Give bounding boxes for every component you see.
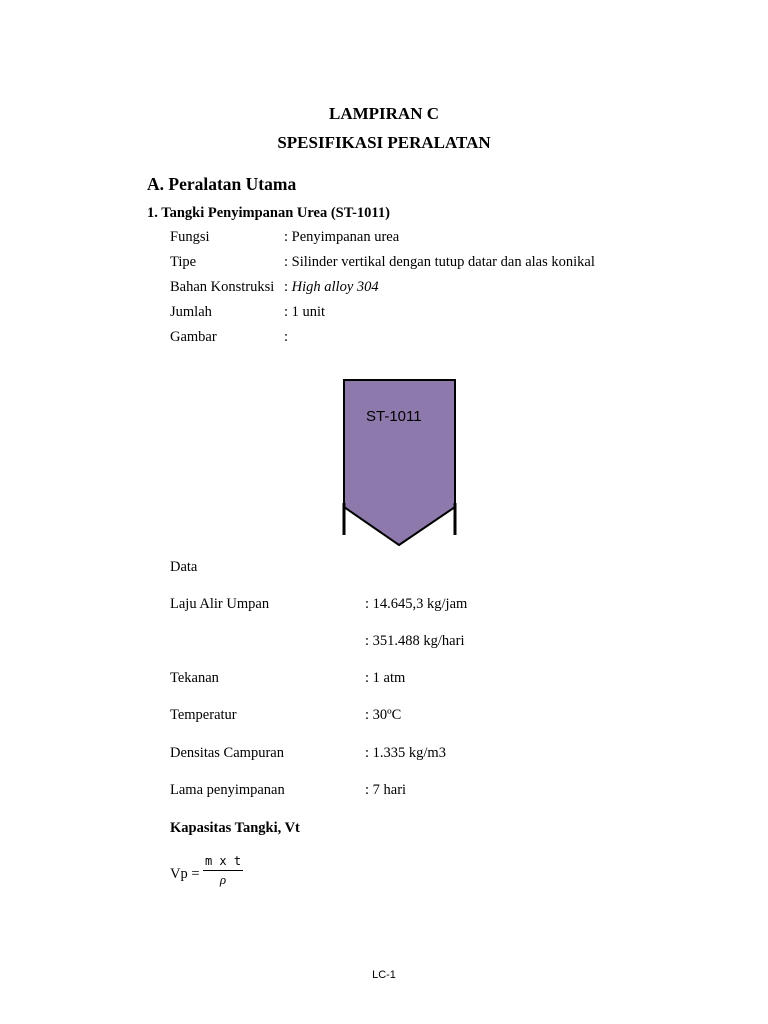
material-value: High alloy 304 — [291, 279, 379, 295]
data-value: : 351.488 kg/hari — [365, 633, 465, 649]
formula-numerator: m x t — [204, 854, 242, 868]
spec-value — [284, 279, 379, 296]
tank-body — [344, 380, 455, 545]
capacity-heading: Kapasitas Tangki, Vt — [170, 820, 300, 836]
fraction-bar — [203, 870, 243, 871]
tank-diagram — [330, 375, 470, 555]
spec-value-prefix: : — [284, 279, 292, 295]
spec-label: Gambar — [170, 329, 217, 345]
data-value: : 1 atm — [365, 670, 406, 686]
data-label: Lama penyimpanan — [170, 782, 285, 798]
data-value: : 1.335 kg/m3 — [365, 745, 446, 761]
formula-fraction — [203, 854, 243, 887]
data-label: Temperatur — [170, 707, 237, 723]
section-heading: A. Peralatan Utama — [147, 174, 297, 194]
data-label: Densitas Campuran — [170, 745, 284, 761]
data-label: Laju Alir Umpan — [170, 596, 270, 612]
tank-label: ST-1011 — [366, 408, 422, 425]
data-value: : 30ºC — [365, 707, 402, 723]
spec-label: Bahan Konstruksi — [170, 279, 275, 295]
page-title: LAMPIRAN C — [328, 104, 440, 123]
spec-label: Fungsi — [170, 229, 210, 245]
data-value: : 14.645,3 kg/jam — [365, 596, 468, 612]
spec-value: : 1 unit — [284, 304, 326, 320]
data-heading: Data — [170, 559, 198, 575]
spec-value: : Penyimpanan urea — [284, 229, 400, 245]
spec-label: Jumlah — [170, 304, 212, 320]
page-subtitle: SPESIFIKASI PERALATAN — [277, 133, 491, 152]
spec-value: : Silinder vertikal dengan tutup datar dan alas konikal — [284, 254, 595, 270]
data-label: Tekanan — [170, 670, 219, 686]
spec-value: : — [284, 329, 289, 345]
spec-label: Tipe — [170, 254, 197, 270]
item-heading: 1. Tangki Penyimpanan Urea (ST-1011) — [147, 205, 390, 221]
page-number: LC-1 — [372, 969, 396, 981]
formula-denominator: ρ — [219, 872, 227, 887]
data-value: : 7 hari — [365, 782, 407, 798]
formula-lhs: Vp = — [170, 866, 200, 882]
